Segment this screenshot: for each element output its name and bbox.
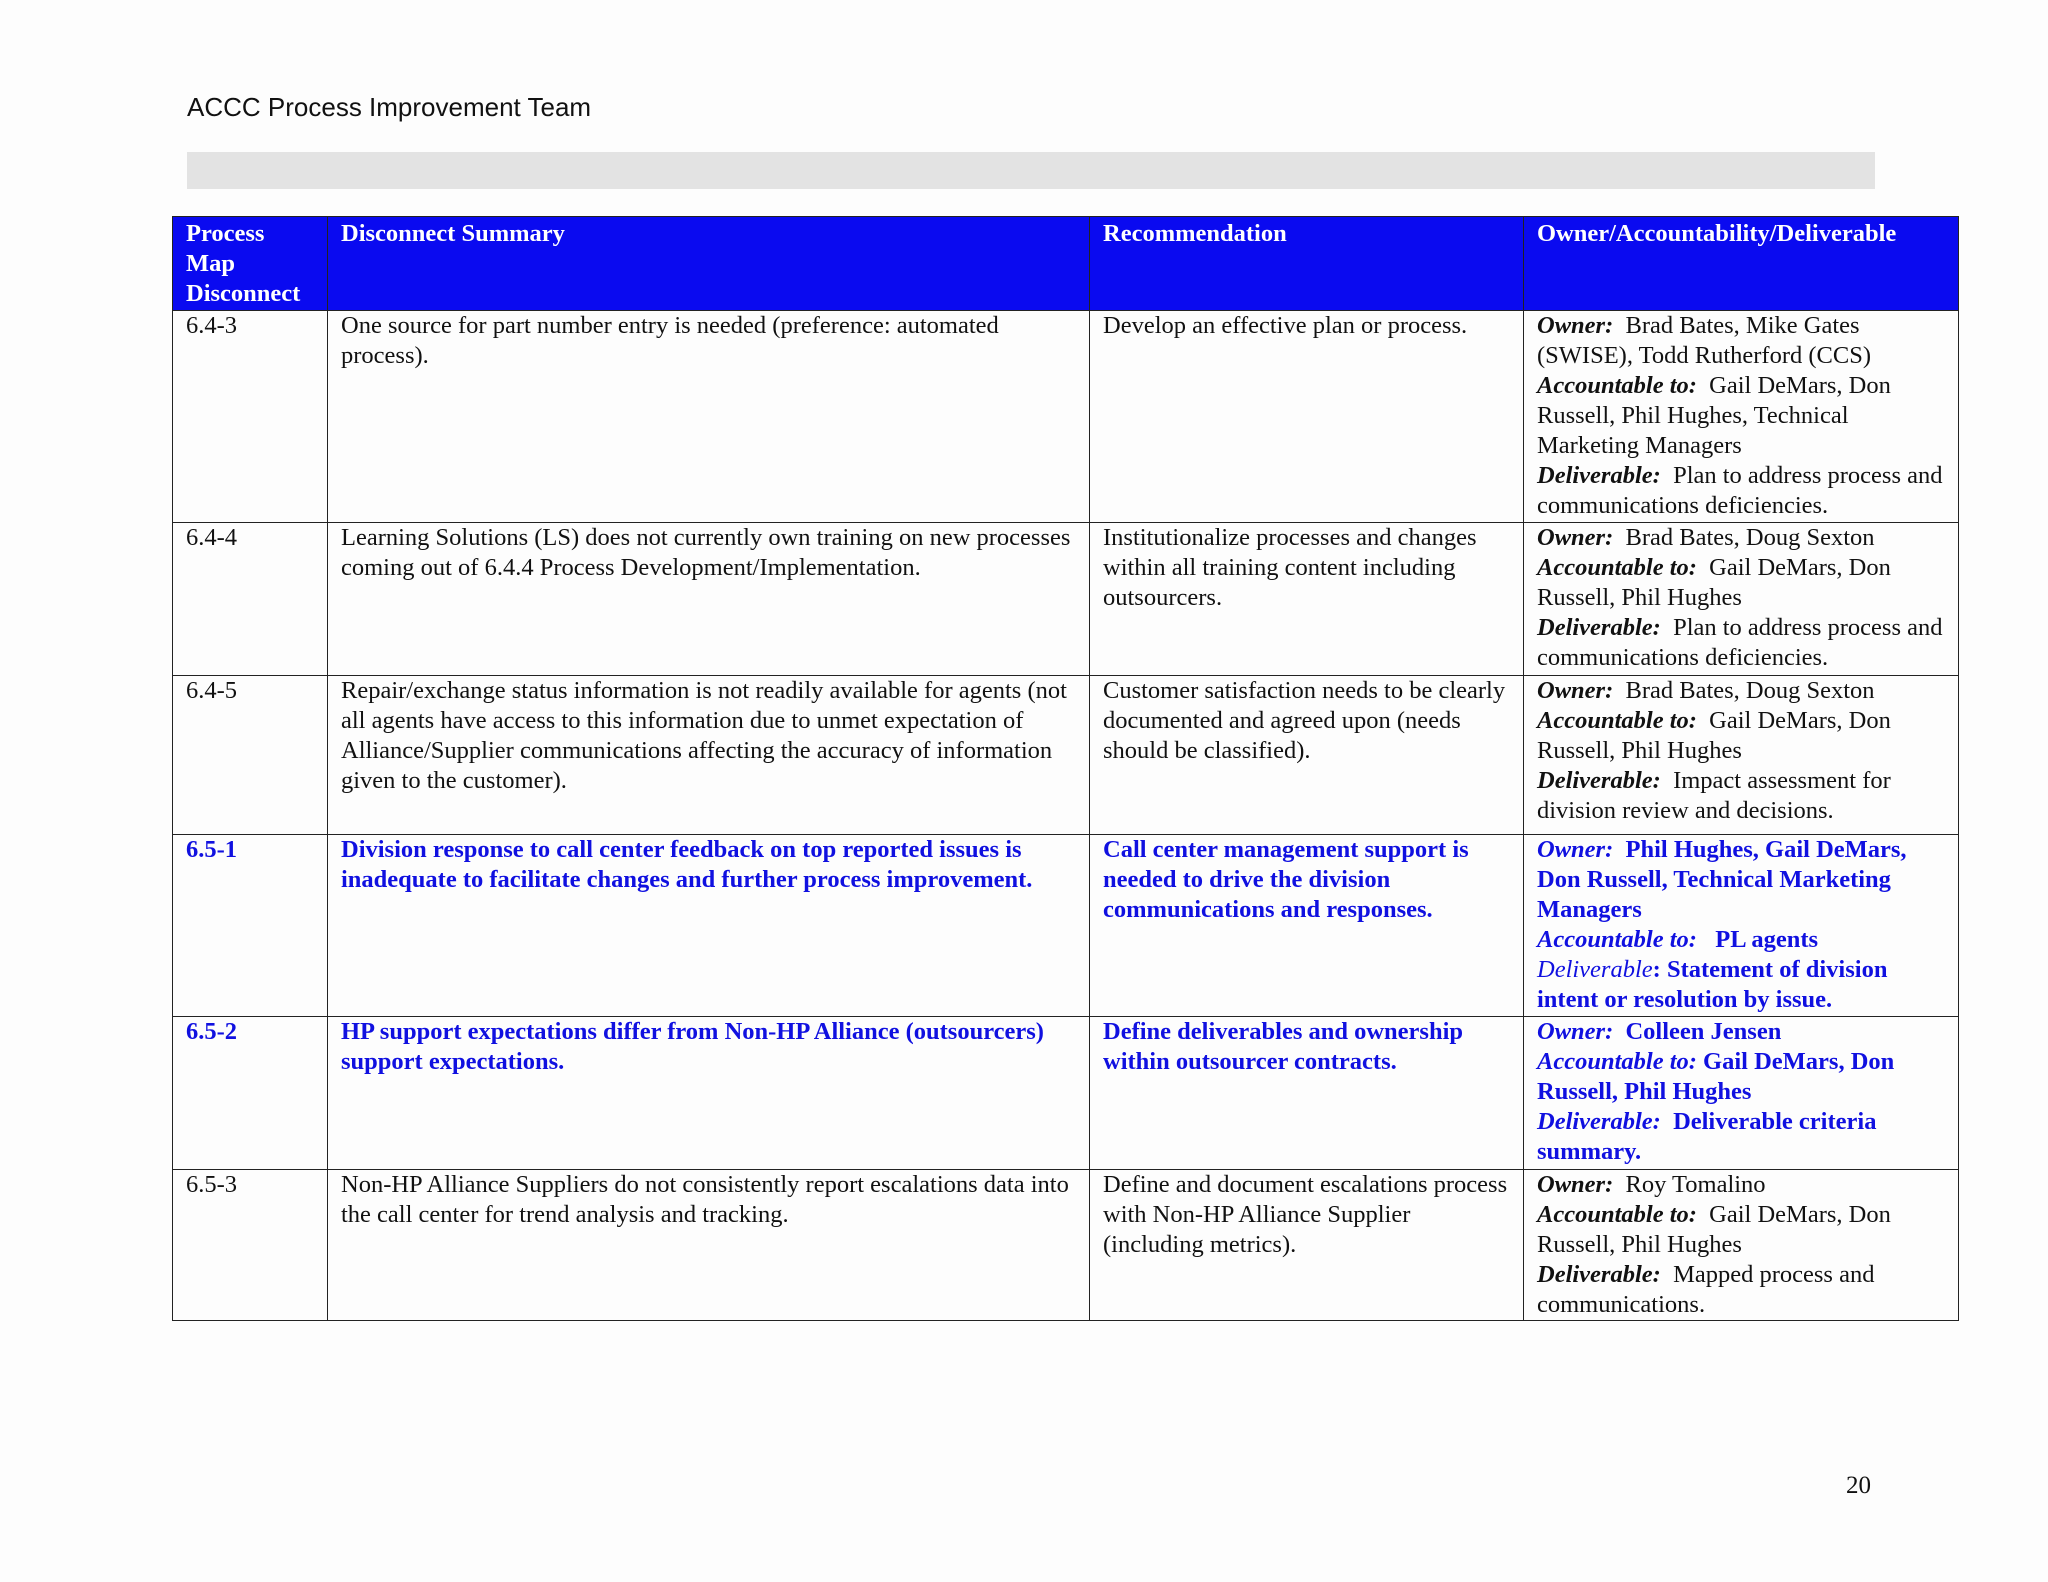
accountable-label: Accountable to: [1537, 1048, 1697, 1075]
owner-label: Owner: [1537, 836, 1614, 863]
header-divider-band [187, 152, 1875, 189]
owner-line [1537, 676, 1946, 706]
deliverable-line [1537, 461, 1946, 521]
row-summary: Non-HP Alliance Suppliers do not consistently report escalations data into the call center for trend analysis and tracking. [328, 1170, 1090, 1321]
owner-value: Brad Bates, Mike Gates (SWISE), Todd Rutherford (CCS) [1537, 312, 1872, 369]
accountable-value: Gail DeMars, Don Russell, Phil Hughes [1537, 1201, 1891, 1258]
deliverable-value: Mapped process and communications. [1537, 1261, 1875, 1318]
deliverable-line [1537, 766, 1946, 826]
deliverable-value: Plan to address process and communications deficiencies. [1537, 614, 1943, 671]
deliverable-line [1537, 613, 1946, 673]
row-id: 6.5-3 [173, 1170, 328, 1321]
deliverable-label: Deliverable: [1537, 1261, 1661, 1288]
row-owner-cell [1524, 1017, 1959, 1170]
accountable-value: Gail DeMars, Don Russell, Phil Hughes [1537, 554, 1891, 611]
table-row [173, 311, 1959, 523]
row-owner-cell [1524, 835, 1959, 1017]
deliverable-value: Deliverable criteria summary. [1537, 1108, 1877, 1165]
owner-label: Owner: [1537, 1171, 1614, 1198]
page-number: 20 [1846, 1472, 1871, 1499]
row-summary: Learning Solutions (LS) does not currently own training on new processes coming out of 6.4.4 Process Development/Implementation. [328, 523, 1090, 676]
row-owner-cell [1524, 523, 1959, 676]
owner-value: Phil Hughes, Gail DeMars, Don Russell, Technical Marketing Managers [1537, 836, 1907, 923]
table-row [173, 523, 1959, 676]
document-header-title: ACCC Process Improvement Team [187, 92, 592, 122]
accountable-value: Gail DeMars, Don Russell, Phil Hughes [1537, 707, 1891, 764]
accountable-label: Accountable to: [1537, 1201, 1697, 1228]
accountable-line [1537, 371, 1946, 461]
owner-value: Brad Bates, Doug Sexton [1625, 677, 1875, 704]
owner-value: Colleen Jensen [1625, 1018, 1782, 1045]
accountable-line [1537, 706, 1946, 766]
deliverable-label: Deliverable [1537, 956, 1653, 983]
row-summary: HP support expectations differ from Non-HP Alliance (outsourcers) support expectations. [328, 1017, 1090, 1170]
accountable-value: Gail DeMars, Don Russell, Phil Hughes, Technical Marketing Managers [1537, 372, 1891, 459]
owner-line [1537, 311, 1946, 371]
accountable-line [1537, 925, 1946, 955]
accountable-value: PL agents [1715, 926, 1819, 953]
column-header-recommendation: Recommendation [1090, 217, 1524, 311]
row-summary: Repair/exchange status information is not readily available for agents (not all agents have access to this information due to unmet expectation of Alliance/Supplier communications affecting the accuracy of information given to the customer). [328, 676, 1090, 835]
row-summary: Division response to call center feedback on top reported issues is inadequate to facilitate changes and further process improvement. [328, 835, 1090, 1017]
row-id: 6.4-5 [173, 676, 328, 835]
deliverable-line [1537, 955, 1946, 1015]
row-recommendation: Develop an effective plan or process. [1090, 311, 1524, 523]
row-recommendation: Define and document escalations process with Non-HP Alliance Supplier (including metrics). [1090, 1170, 1524, 1321]
row-summary: One source for part number entry is needed (preference: automated process). [328, 311, 1090, 523]
deliverable-line [1537, 1107, 1946, 1167]
accountable-line [1537, 1047, 1946, 1107]
accountable-label: Accountable to: [1537, 926, 1697, 953]
owner-value: Brad Bates, Doug Sexton [1625, 524, 1875, 551]
row-id: 6.4-4 [173, 523, 328, 676]
deliverable-label: Deliverable: [1537, 614, 1661, 641]
deliverable-label: Deliverable: [1537, 767, 1661, 794]
row-owner-cell [1524, 311, 1959, 523]
accountable-line [1537, 1200, 1946, 1260]
column-header-owner: Owner/Accountability/Deliverable [1524, 217, 1959, 311]
deliverable-value: : Statement of division intent or resolution by issue. [1537, 956, 1888, 1013]
owner-value: Roy Tomalino [1625, 1171, 1766, 1198]
accountable-label: Accountable to: [1537, 372, 1697, 399]
column-header-process-map: Process Map Disconnect [173, 217, 328, 311]
row-recommendation: Define deliverables and ownership within outsourcer contracts. [1090, 1017, 1524, 1170]
owner-label: Owner: [1537, 312, 1614, 339]
disconnect-table [172, 216, 1959, 1321]
row-recommendation: Call center management support is needed to drive the division communications and responses. [1090, 835, 1524, 1017]
owner-label: Owner: [1537, 524, 1614, 551]
table-row-highlighted [173, 1017, 1959, 1170]
table-row-highlighted [173, 835, 1959, 1017]
accountable-label: Accountable to: [1537, 554, 1697, 581]
deliverable-value: Impact assessment for division review and decisions. [1537, 767, 1891, 824]
row-recommendation: Customer satisfaction needs to be clearly documented and agreed upon (needs should be classified). [1090, 676, 1524, 835]
row-id: 6.5-1 [173, 835, 328, 1017]
deliverable-label: Deliverable: [1537, 1108, 1661, 1135]
table-row [173, 676, 1959, 835]
accountable-value: Gail DeMars, Don Russell, Phil Hughes [1537, 1048, 1895, 1105]
row-id: 6.5-2 [173, 1017, 328, 1170]
accountable-label: Accountable to: [1537, 707, 1697, 734]
owner-line [1537, 835, 1946, 925]
row-owner-cell [1524, 1170, 1959, 1321]
column-header-summary: Disconnect Summary [328, 217, 1090, 311]
row-recommendation: Institutionalize processes and changes within all training content including outsourcers. [1090, 523, 1524, 676]
table-header-row [173, 217, 1959, 311]
deliverable-line [1537, 1260, 1946, 1320]
owner-label: Owner: [1537, 1018, 1614, 1045]
deliverable-value: Plan to address process and communications deficiencies. [1537, 462, 1943, 519]
owner-line [1537, 523, 1946, 553]
deliverable-label: Deliverable: [1537, 462, 1661, 489]
table-row [173, 1170, 1959, 1321]
accountable-line [1537, 553, 1946, 613]
owner-line [1537, 1017, 1946, 1047]
owner-line [1537, 1170, 1946, 1200]
row-id: 6.4-3 [173, 311, 328, 523]
row-owner-cell [1524, 676, 1959, 835]
owner-label: Owner: [1537, 677, 1614, 704]
